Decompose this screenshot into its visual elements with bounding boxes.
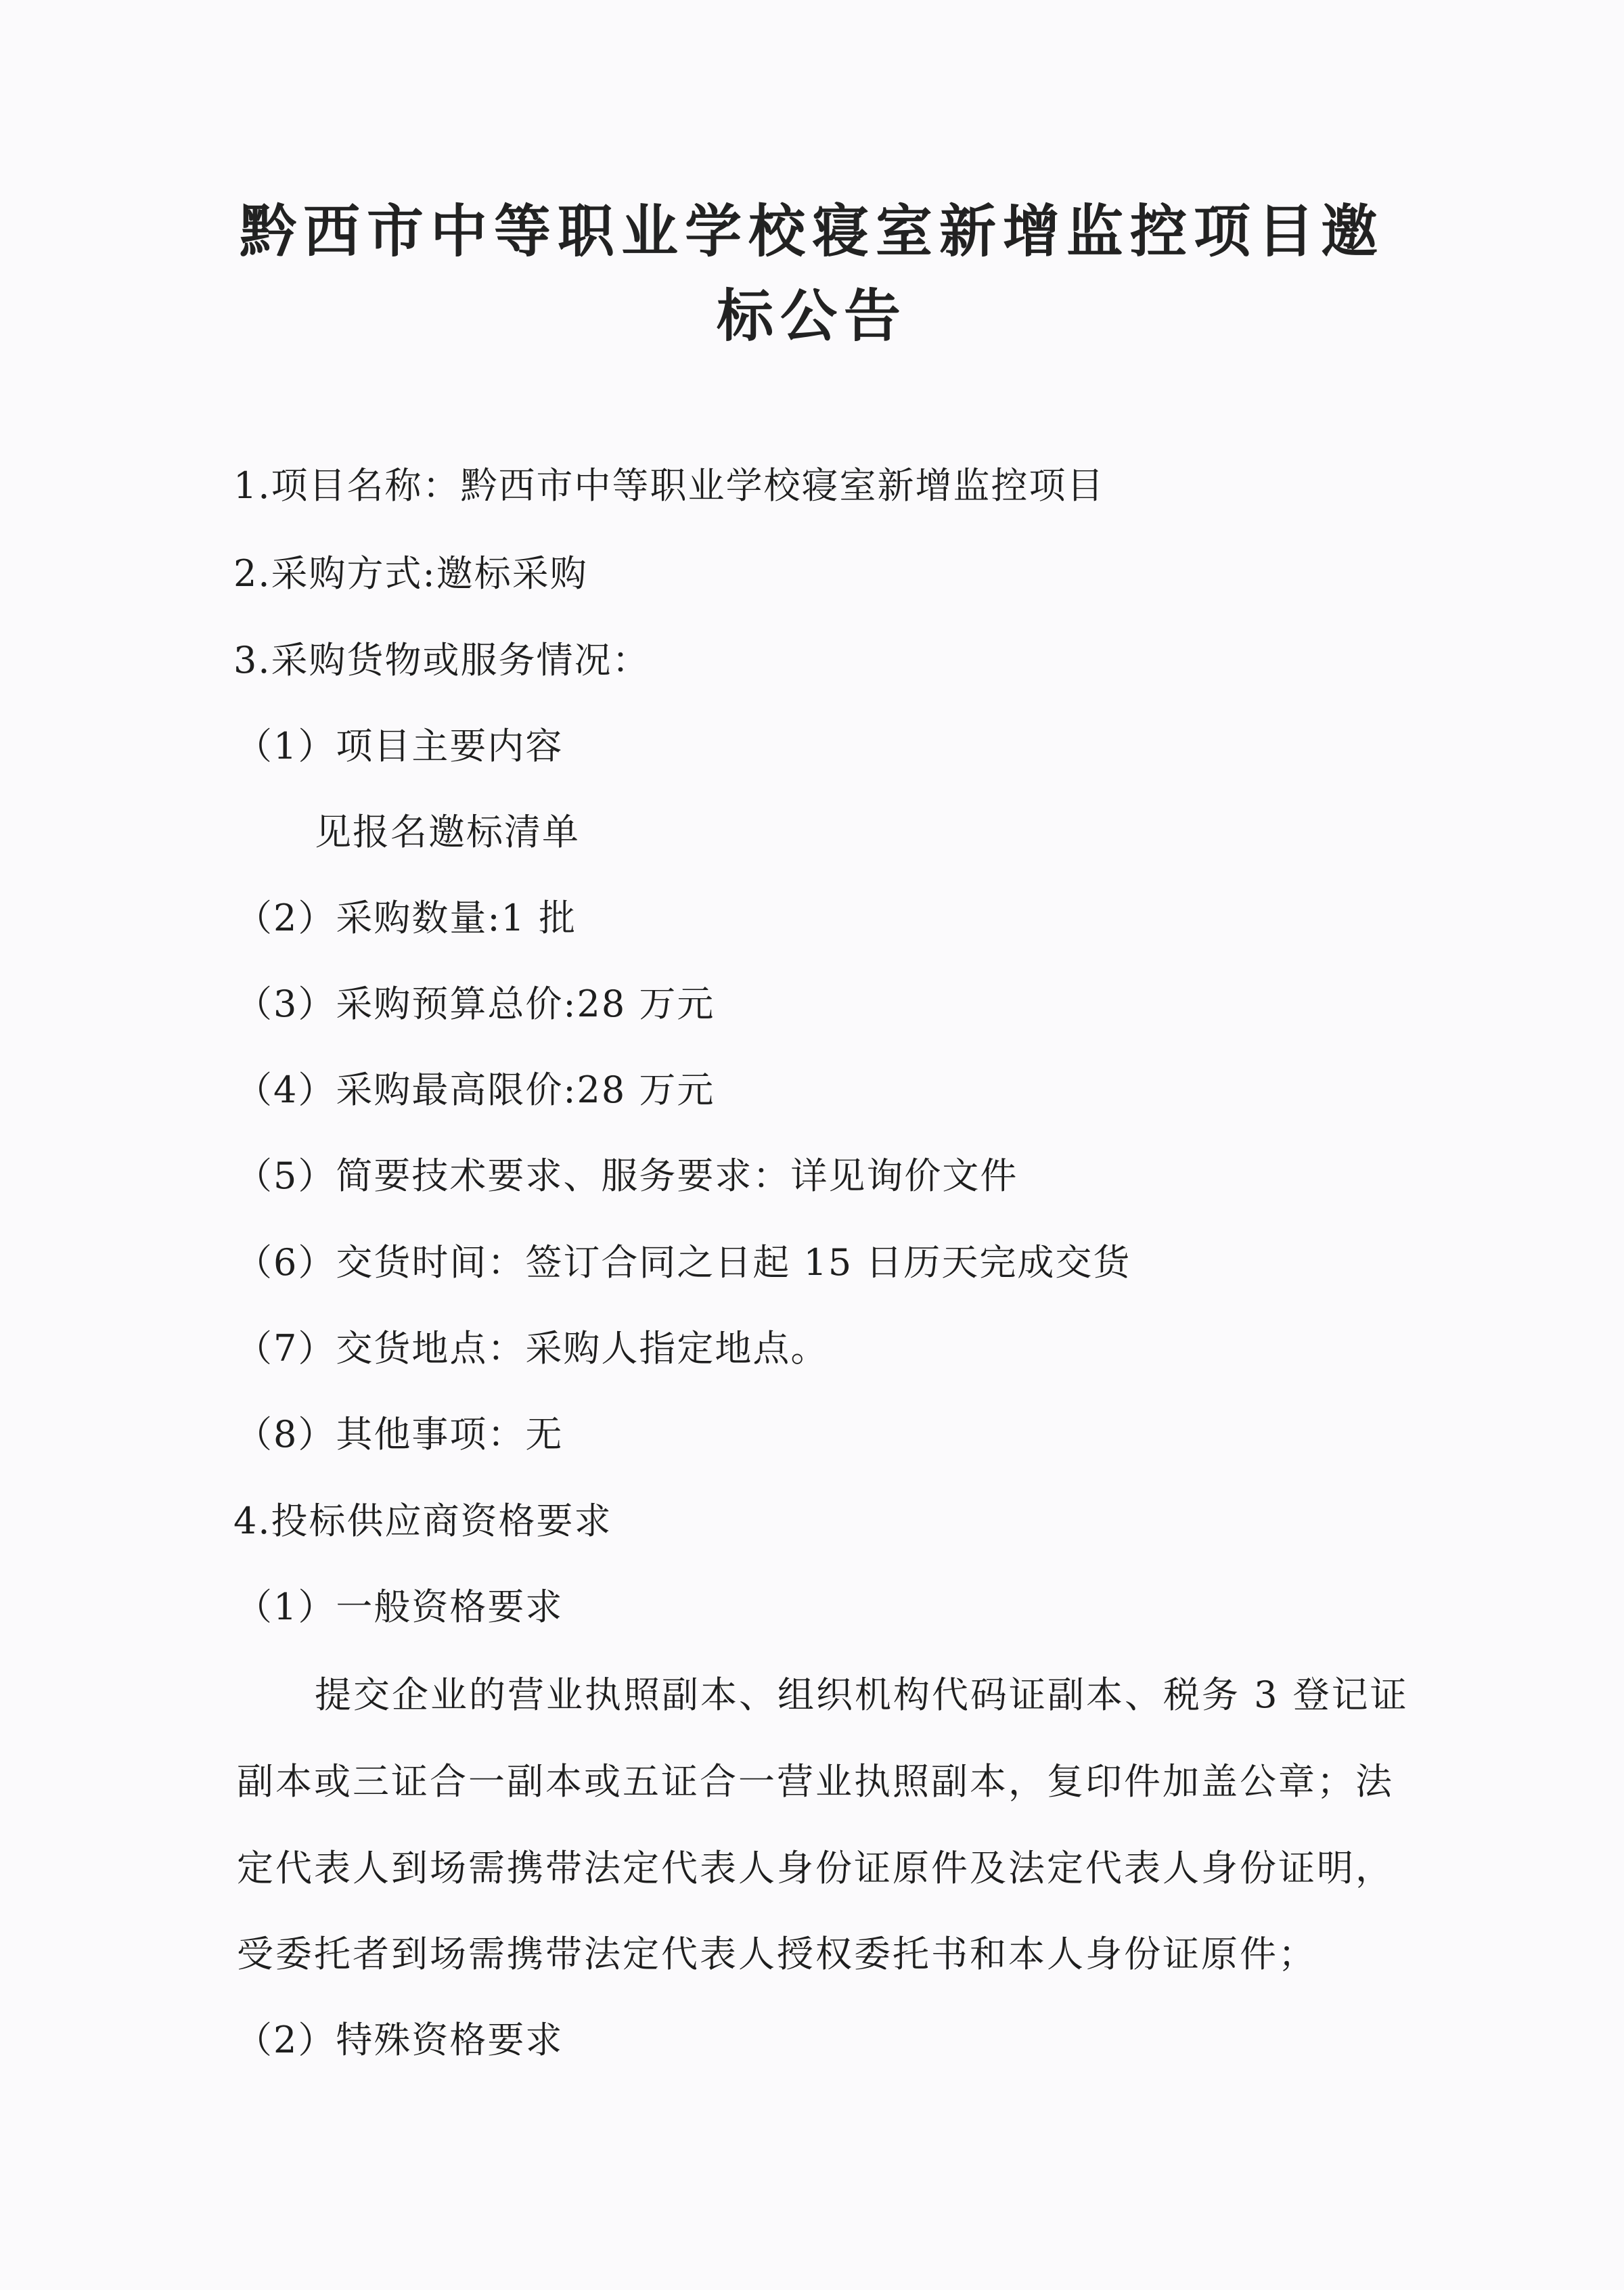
general-qualification-paragraph-line-3: 定代表人到场需携带法定代表人身份证原件及法定代表人身份证明， xyxy=(237,1847,1394,1889)
general-qualification-paragraph-line-4: 受委托者到场需携带法定代表人授权委托书和本人身份证原件； xyxy=(237,1933,1317,1975)
max-price-line: （4）采购最高限价:28 万元 xyxy=(235,1069,715,1111)
other-matters-line: （8）其他事项：无 xyxy=(235,1413,564,1456)
special-qualification-heading: （2）特殊资格要求 xyxy=(235,2019,564,2061)
delivery-location-line: （7）交货地点：采购人指定地点。 xyxy=(235,1327,829,1370)
main-content-text: 见报名邀标清单 xyxy=(315,811,580,853)
document-title-line-2: 标公告 xyxy=(716,283,907,349)
project-name-line: 1.项目名称：黔西市中等职业学校寝室新增监控项目 xyxy=(233,464,1105,507)
budget-line: （3）采购预算总价:28 万元 xyxy=(235,983,715,1025)
tech-requirements-line: （5）简要技术要求、服务要求：详见询价文件 xyxy=(235,1154,1018,1197)
goods-services-heading: 3.采购货物或服务情况： xyxy=(233,639,650,681)
qualification-heading: 4.投标供应商资格要求 xyxy=(233,1500,612,1542)
procurement-method-line: 2.采购方式:邀标采购 xyxy=(233,552,588,595)
main-content-heading: （1）项目主要内容 xyxy=(235,725,564,767)
general-qualification-paragraph-line-2: 副本或三证合一副本或五证合一营业执照副本，复印件加盖公章；法 xyxy=(237,1760,1394,1803)
general-qualification-paragraph-line-1: 提交企业的营业执照副本、组织机构代码证副本、税务 3 登记证 xyxy=(315,1674,1409,1716)
delivery-time-line: （6）交货时间：签订合同之日起 15 日历天完成交货 xyxy=(235,1241,1131,1284)
general-qualification-heading: （1）一般资格要求 xyxy=(235,1586,564,1628)
document-title-line-1: 黔西市中等职业学校寝室新增监控项目邀 xyxy=(239,198,1384,265)
quantity-line: （2）采购数量:1 批 xyxy=(235,897,577,939)
